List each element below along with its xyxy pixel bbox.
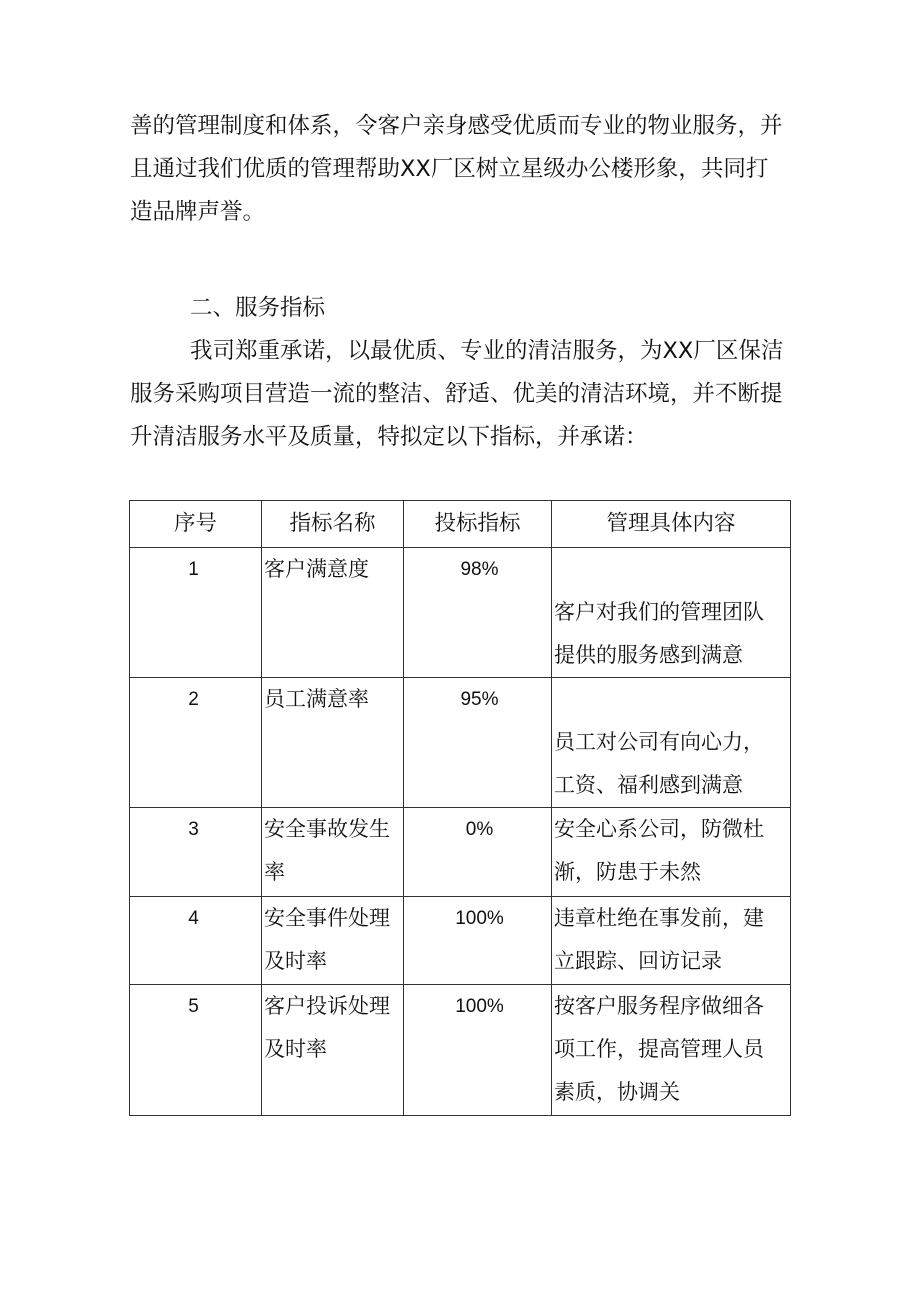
commitment-line: 服务采购项目营造一流的整洁、舒适、优美的清洁环境，并不断提	[130, 381, 783, 407]
cell-no: 1	[130, 548, 262, 678]
intro-paragraph	[130, 105, 792, 234]
table-row	[130, 897, 791, 985]
header-indicator-name: 指标名称	[262, 501, 404, 548]
commitment-line: 升清洁服务水平及质量，特拟定以下指标，并承诺：	[130, 424, 648, 450]
cell-target: 100%	[404, 897, 552, 985]
cell-name: 安全事件处理 及时率	[262, 897, 404, 985]
commitment-line: 我司郑重承诺，以最优质、专业的清洁服务，为XX厂区保洁	[190, 338, 784, 364]
cell-detail: 安全心系公司，防微杜 渐，防患于未然	[552, 808, 791, 897]
cell-target: 95%	[404, 678, 552, 808]
table-row	[130, 808, 791, 897]
cell-name: 客户满意度	[262, 548, 404, 678]
header-bid-target: 投标指标	[404, 501, 552, 548]
header-management-detail: 管理具体内容	[552, 501, 791, 548]
table-row	[130, 985, 791, 1116]
cell-target: 100%	[404, 985, 552, 1116]
intro-line: 造品牌声誉。	[130, 199, 266, 225]
commitment-paragraph	[130, 330, 792, 459]
cell-detail: 违章杜绝在事发前，建 立跟踪、回访记录	[552, 897, 791, 985]
cell-detail: 按客户服务程序做细各 项工作，提高管理人员 素质，协调关	[552, 985, 791, 1116]
intro-line: 善的管理制度和体系，令客户亲身感受优质而专业的物业服务，并	[130, 113, 783, 139]
section-heading: 二、服务指标	[190, 295, 326, 321]
header-no: 序号	[130, 501, 262, 548]
cell-target: 98%	[404, 548, 552, 678]
cell-name: 安全事故发生 率	[262, 808, 404, 897]
cell-target: 0%	[404, 808, 552, 897]
table-header-row	[130, 501, 791, 548]
cell-no: 4	[130, 897, 262, 985]
service-indicator-table	[129, 500, 791, 1116]
table-row	[130, 548, 791, 678]
cell-no: 3	[130, 808, 262, 897]
intro-line: 且通过我们优质的管理帮助XX厂区树立星级办公楼形象，共同打	[130, 156, 769, 182]
cell-name: 客户投诉处理 及时率	[262, 985, 404, 1116]
cell-no: 5	[130, 985, 262, 1116]
cell-name: 员工满意率	[262, 678, 404, 808]
table-row	[130, 678, 791, 808]
cell-no: 2	[130, 678, 262, 808]
cell-detail: 员工对公司有向心力， 工资、福利感到满意	[552, 678, 791, 808]
cell-detail: 客户对我们的管理团队 提供的服务感到满意	[552, 548, 791, 678]
